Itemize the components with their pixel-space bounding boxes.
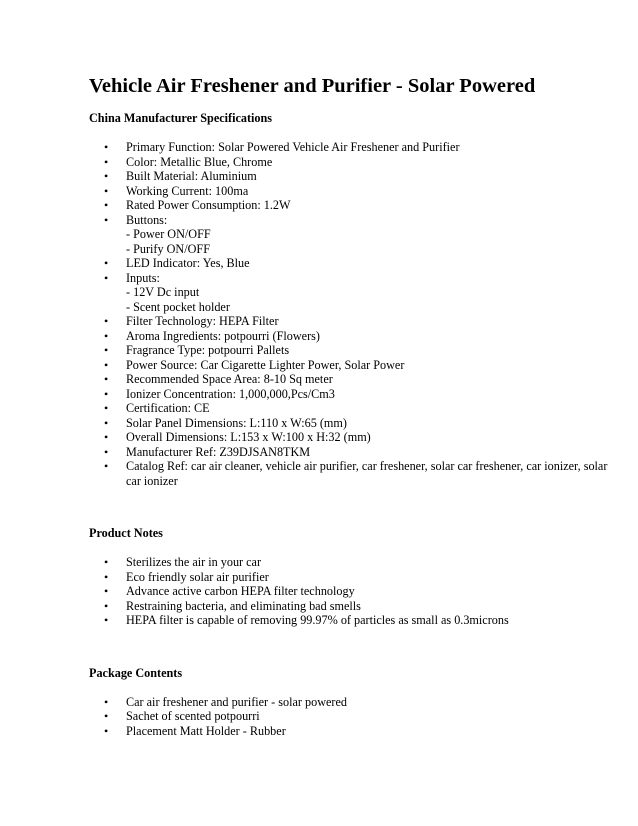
spec-item: • Solar Panel Dimensions: L:110 x W:65 (mm) xyxy=(89,416,609,431)
note-item: • Eco friendly solar air purifier xyxy=(89,570,609,585)
spec-item: • LED Indicator: Yes, Blue xyxy=(89,256,609,271)
spec-item-inputs xyxy=(89,271,609,315)
spec-item: • Working Current: 100ma xyxy=(89,184,609,199)
spec-item: • Built Material: Aluminium xyxy=(89,169,609,184)
package-item: • Placement Matt Holder - Rubber xyxy=(89,724,609,739)
note-item: • Sterilizes the air in your car xyxy=(89,555,609,570)
notes-list xyxy=(89,555,609,628)
package-item: • Sachet of scented potpourri xyxy=(89,709,609,724)
spec-item: • Overall Dimensions: L:153 x W:100 x H:32 (mm) xyxy=(89,430,609,445)
spec-sub-item: - Purify ON/OFF xyxy=(126,241,210,256)
spec-item-label: Buttons: xyxy=(126,212,168,227)
notes-heading: Product Notes xyxy=(89,526,163,540)
spec-item: • Certification: CE xyxy=(89,401,609,416)
spec-sub-item: - Scent pocket holder xyxy=(126,299,230,314)
spec-item: • Primary Function: Solar Powered Vehicle Air Freshener and Purifier xyxy=(89,140,609,155)
spec-item: • Recommended Space Area: 8-10 Sq meter xyxy=(89,372,609,387)
spec-item: • Color: Metallic Blue, Chrome xyxy=(89,155,609,170)
spec-sub-item: - 12V Dc input xyxy=(126,285,200,299)
spec-item: • Ionizer Concentration: 1,000,000,Pcs/Cm3 xyxy=(89,387,609,402)
document-page xyxy=(89,72,609,738)
spec-item: • Aroma Ingredients: potpourri (Flowers) xyxy=(89,329,609,344)
package-list xyxy=(89,695,609,739)
note-item: • HEPA filter is capable of removing 99.97% of particles as small as 0.3microns xyxy=(89,613,609,628)
spec-item: • Rated Power Consumption: 1.2W xyxy=(89,198,609,213)
package-heading: Package Contents xyxy=(89,665,183,680)
note-item: • Advance active carbon HEPA filter technology xyxy=(89,584,609,599)
spec-item: • Power Source: Car Cigarette Lighter Power, Solar Power xyxy=(89,358,609,373)
spec-item: • Filter Technology: HEPA Filter xyxy=(89,314,609,329)
specs-heading: China Manufacturer Specifications xyxy=(89,111,273,125)
spec-item-label: Inputs: xyxy=(126,270,160,285)
spec-item: • Fragrance Type: potpourri Pallets xyxy=(89,343,609,358)
spec-item: • Catalog Ref: car air cleaner, vehicle air purifier, car freshener, solar car freshener, car ionizer, solar car ionizer xyxy=(89,459,609,488)
spec-item: • Manufacturer Ref: Z39DJSAN8TKM xyxy=(89,445,609,460)
spec-sub-item: - Power ON/OFF xyxy=(126,227,211,241)
spec-item-buttons xyxy=(89,213,609,257)
note-item: • Restraining bacteria, and eliminating bad smells xyxy=(89,599,609,614)
specs-list xyxy=(89,140,609,488)
document-title: Vehicle Air Freshener and Purifier - Solar Powered xyxy=(89,75,536,97)
package-item: • Car air freshener and purifier - solar powered xyxy=(89,695,609,710)
